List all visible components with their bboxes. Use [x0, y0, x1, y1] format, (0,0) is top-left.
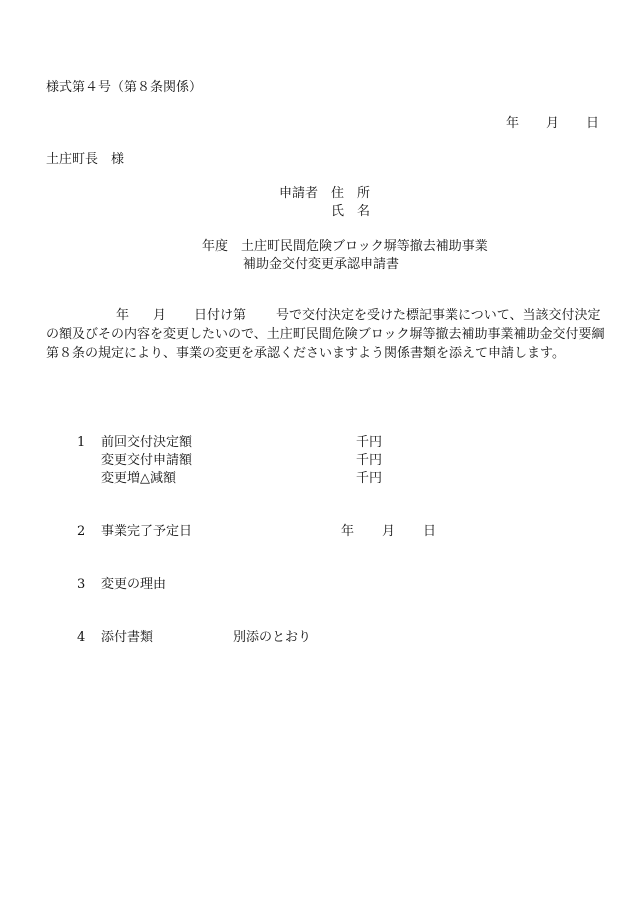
item-2-month-label: 月 — [382, 524, 396, 539]
item-1-row-3-unit: 千円 — [356, 471, 383, 486]
item-1-row-2-unit: 千円 — [356, 453, 383, 468]
form-number: 様式第４号（第８条関係） — [46, 80, 203, 95]
body-text: 号で交付決定を受けた標記事業について、当該交付決定の額及びその内容を変更したいので、土庄町民間危険ブロック塀等撤去補助事業補助金交付要綱第８条の規定により、事業の変更を承認くださいますよう関係書類を添えて申請します。 — [46, 308, 605, 361]
addressee: 土庄町長 様 — [46, 152, 125, 167]
body-paragraph — [46, 306, 606, 363]
item-3-number: 3 — [77, 577, 86, 592]
document-title-line2: 補助金交付変更承認申請書 — [243, 257, 400, 272]
item-1-number: 1 — [77, 435, 86, 450]
applicant-name-label: 氏 名 — [331, 204, 371, 219]
item-1-row-1-unit: 千円 — [356, 435, 383, 450]
item-2-year-label: 年 — [341, 524, 355, 539]
item-1-row-2-label: 変更交付申請額 — [101, 453, 193, 468]
item-4-label: 添付書類 — [101, 630, 154, 645]
item-2-number: 2 — [77, 524, 86, 539]
item-1-row-3-label: 変更増△減額 — [101, 471, 176, 486]
date-year-label: 年 — [506, 116, 520, 131]
body-month-label: 月 — [153, 308, 167, 323]
item-1-row-1-label: 前回交付決定額 — [101, 435, 193, 450]
applicant-address-label: 住 所 — [331, 186, 371, 201]
document-title-line1: 年度 土庄町民間危険ブロック塀等撤去補助事業 — [202, 239, 488, 254]
item-2-day-label: 日 — [423, 524, 437, 539]
item-4-value: 別添のとおり — [233, 630, 312, 645]
item-2-label: 事業完了予定日 — [101, 524, 193, 539]
body-year-label: 年 — [116, 308, 130, 323]
date-month-label: 月 — [546, 116, 560, 131]
date-day-label: 日 — [586, 116, 600, 131]
item-4-number: 4 — [77, 630, 86, 645]
item-3-label: 変更の理由 — [101, 577, 167, 592]
applicant-label: 申請者 — [279, 186, 319, 201]
body-day-dated-label: 日付け第 — [194, 308, 247, 323]
